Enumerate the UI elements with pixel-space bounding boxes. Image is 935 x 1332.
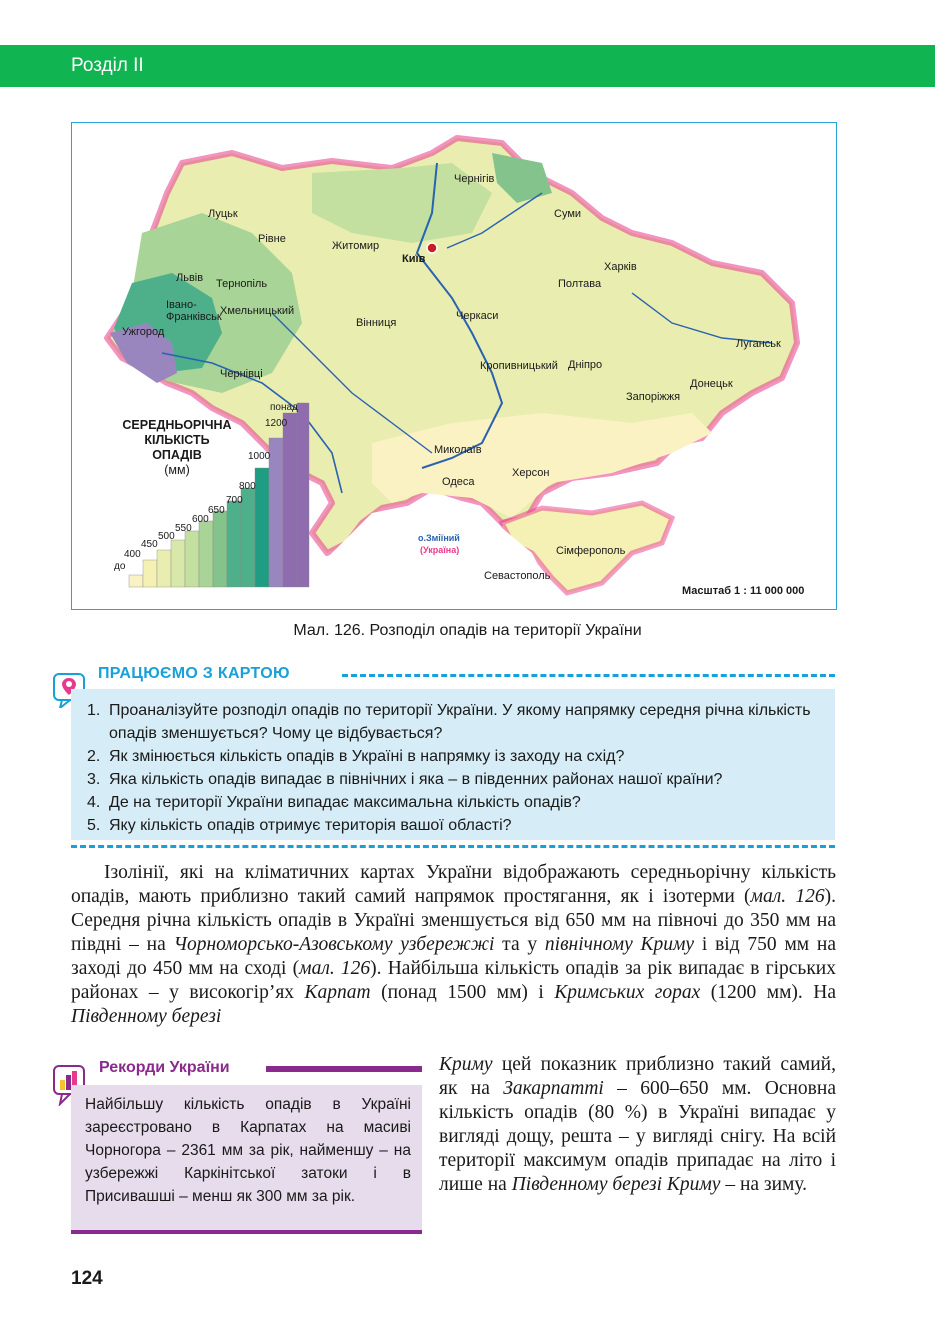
item-text: Проаналізуйте розподіл опадів по території України. У якому напрямку середня річна кількість опадів зменшується? Чому це відбувається?	[109, 702, 811, 742]
city-label: Полтава	[558, 278, 602, 290]
city-label: Дніпро	[568, 359, 603, 371]
legend-title	[112, 418, 242, 478]
legend-label: 1000	[248, 451, 271, 462]
list-item	[87, 814, 832, 837]
body-paragraph-2	[439, 1053, 836, 1197]
city-label: Київ	[402, 253, 426, 265]
work-title-divider	[342, 674, 835, 677]
city-label: Кропивницький	[480, 360, 558, 372]
term: Закарпатті	[503, 1078, 604, 1099]
text-run: (понад 1500 мм) і	[370, 982, 555, 1003]
legend-title-line2: КІЛЬКІСТЬ	[144, 433, 210, 447]
list-item	[87, 699, 832, 745]
legend-label: 550	[175, 523, 192, 534]
map-scale: Масштаб 1 : 11 000 000	[682, 585, 805, 597]
text-run: Ізолінії, які на кліматичних картах України відображають середньорічну кількість опадів, мають приблизно такий самий напрямок простягання, як і ізотерми (	[71, 862, 836, 907]
term: Карпат	[304, 982, 371, 1003]
figure-reference: мал. 126	[299, 958, 371, 979]
term: північному Криму	[544, 934, 695, 955]
legend-label: 400	[124, 549, 141, 560]
work-question-list	[87, 699, 832, 837]
legend-label: 600	[192, 514, 209, 525]
list-item	[87, 791, 832, 814]
item-number: 2.	[87, 748, 101, 765]
work-with-map-title: ПРАЦЮЄМО З КАРТОЮ	[98, 665, 290, 682]
term: Кримських горах	[554, 982, 701, 1003]
city-label: Чернігів	[454, 173, 495, 185]
text-run: та у	[494, 934, 545, 955]
city-label: Ужгород	[122, 326, 165, 338]
list-item	[87, 745, 832, 768]
item-text: Яку кількість опадів отримує територія вашої області?	[109, 817, 512, 834]
figure-caption: Мал. 126. Розподіл опадів на території України	[293, 622, 642, 639]
legend-label: 1200	[265, 418, 288, 429]
city-label: Житомир	[332, 240, 380, 252]
city-label: Чернівці	[220, 368, 263, 380]
text-run: – на зиму.	[720, 1174, 808, 1195]
city-label: Суми	[554, 208, 582, 220]
term: Південному березі	[71, 1006, 222, 1027]
precipitation-map	[71, 122, 837, 610]
city-label: Херсон	[512, 467, 550, 479]
city-label: Харків	[604, 261, 637, 273]
city-label: Черкаси	[456, 310, 499, 322]
item-number: 5.	[87, 817, 101, 834]
legend-title-line1: СЕРЕДНЬОРІЧНА	[122, 418, 232, 432]
city-label: Донецьк	[690, 378, 733, 390]
work-bottom-divider	[71, 845, 835, 848]
item-text: Яка кількість опадів випадає в північних і яка – в південних районах нашої країни?	[109, 771, 723, 788]
legend-label: 450	[141, 539, 158, 550]
section-header-bar	[0, 45, 935, 87]
term: Південному березі Криму	[511, 1174, 721, 1195]
island-note: (Україна)	[420, 545, 460, 555]
item-number: 4.	[87, 794, 101, 811]
item-text: Як змінюється кількість опадів в Україні в напрямку із заходу на схід?	[109, 748, 625, 765]
city-label: Луганськ	[736, 338, 781, 350]
text-run: ). Середня річна кількість опадів в Україні зменшується від 650 мм на півночі до 350 мм на півдні – на	[71, 886, 836, 955]
page-number: 124	[71, 1268, 103, 1289]
legend-title-line3: ОПАДІВ	[152, 448, 202, 462]
text-run: – 600–650 мм. Основна кількість опадів (80 %) в Україні випадає у вигляді дощу, решта – у вигляді снігу. На всій території максимум опадів припадає на літо і лише на	[439, 1078, 836, 1195]
city-label: Севастополь	[484, 570, 551, 582]
city-label: Рівне	[258, 233, 286, 245]
city-label: Запоріжжя	[626, 391, 681, 403]
item-number: 3.	[87, 771, 101, 788]
item-number: 1.	[87, 702, 101, 719]
legend-unit: (мм)	[164, 463, 190, 477]
term: Криму	[439, 1054, 493, 1075]
city-label: Миколаїв	[434, 444, 482, 456]
text-run: і від 750 мм на заході до 450 мм на сході (	[71, 934, 837, 979]
island-label: о.Зміїний	[418, 533, 460, 543]
city-label: Тернопіль	[216, 278, 268, 290]
records-title-bar	[266, 1066, 422, 1072]
city-label: Львів	[176, 272, 204, 284]
city-label: Сімферополь	[556, 545, 626, 557]
city-label: Івано-Франківськ	[166, 299, 222, 323]
legend-label: 650	[208, 505, 225, 516]
legend-label: 700	[226, 495, 243, 506]
list-item	[87, 768, 832, 791]
legend-label: до	[114, 561, 126, 572]
text-run: ). Найбільша кількість опадів за рік випадає в гірських районах – у високогір’ях	[71, 958, 836, 1003]
term: Чорноморсько-Азовському узбережжі	[173, 934, 495, 955]
figure-reference: мал. 126	[750, 886, 825, 907]
records-title: Рекорди України	[99, 1059, 230, 1076]
text-run: (1200 мм). На	[700, 982, 837, 1003]
records-text: Найбільшу кількість опадів в Україні зареєстровано в Карпатах на масиві Чорногора – 2361 мм за рік, найменшу – на узбережжі Каркінітської затоки і в Присивашші – менш як 300 мм за рік.	[85, 1096, 411, 1205]
text-run: цей показник приблизно такий самий, як на	[439, 1054, 836, 1099]
kyiv-marker	[427, 243, 437, 253]
legend-label: 800	[239, 481, 256, 492]
legend-label: 500	[158, 531, 175, 542]
item-text: Де на території України випадає максимальна кількість опадів?	[109, 794, 581, 811]
city-label: Вінниця	[356, 317, 397, 329]
section-title: Розділ II	[71, 55, 144, 76]
city-label: Луцьк	[208, 208, 238, 220]
city-label: Одеса	[442, 476, 475, 488]
city-label: Хмельницький	[220, 305, 295, 317]
body-paragraph-1	[71, 861, 836, 1029]
legend-label: понад	[270, 402, 298, 413]
